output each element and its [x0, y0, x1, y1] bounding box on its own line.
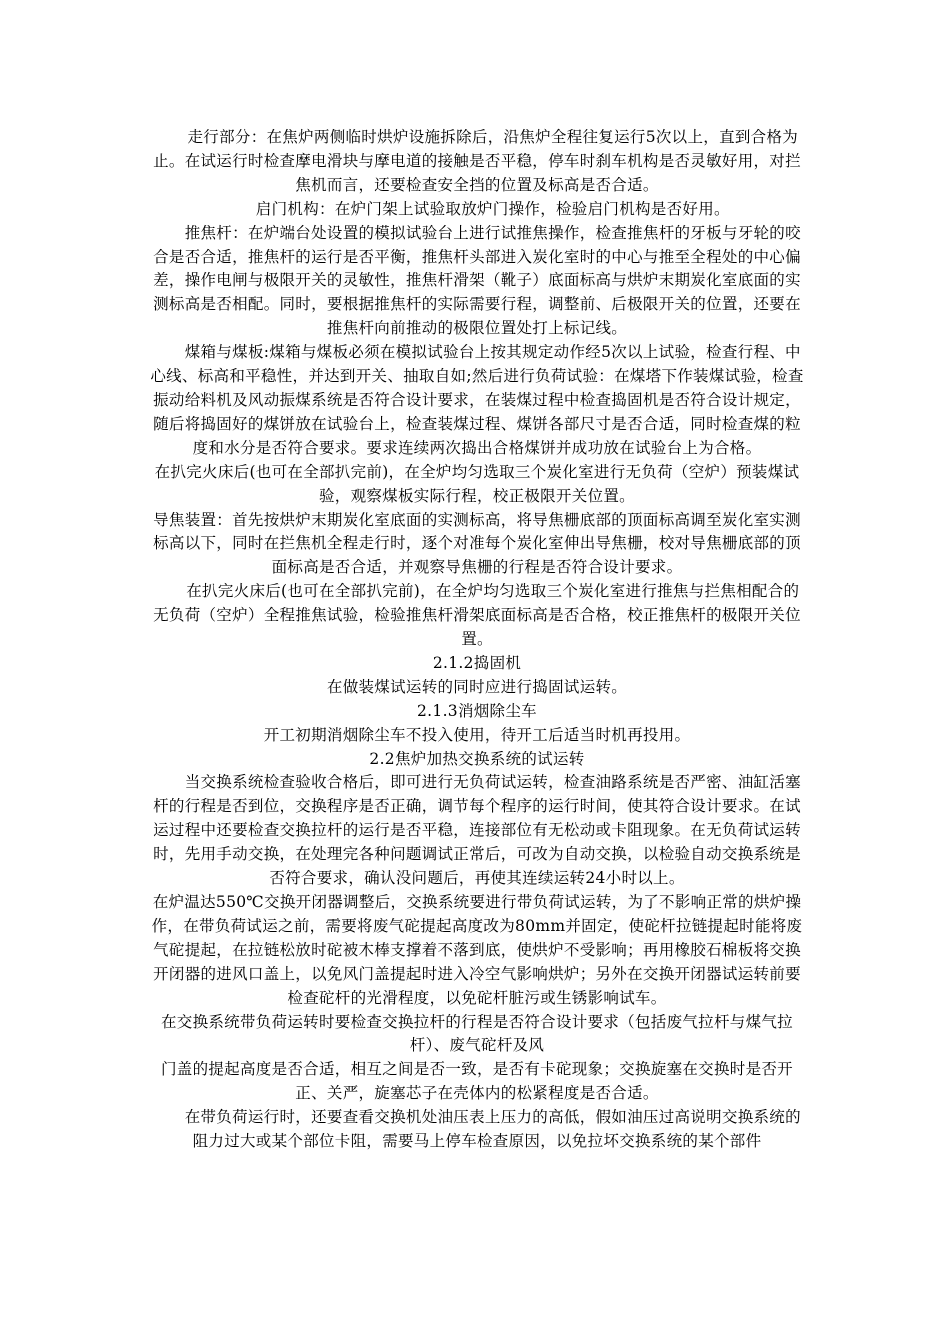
paragraph-coal-box: 煤箱与煤板:煤箱与煤板必须在模拟试验台上按其规定动作经5次以上试验，检查行程、中心线、标高和平稳性，并达到开关、抽取自如;然后进行负荷试验：在煤塔下作装煤试验，检查振动给料机及风动振煤系统是否符合设计要求，在装煤过程中检查捣固机是否符合设计规定，随后将捣固好的煤饼放在试验台上，检查装煤过程、煤饼各部尺寸是否合适，同时检查煤的粒度和水分是否符合要求。要求连续两次捣出合格煤饼并成功放在试验台上为合格。: [150, 343, 804, 457]
paragraph-tamping-test: 在做装煤试运转的同时应进行捣固试运转。: [326, 677, 628, 696]
paragraph-door-mechanism: 启门机构：在炉门架上试验取放炉门操作，检验启门机构是否好用。: [224, 199, 730, 218]
paragraph-coke-guide: 导焦装置：首先按烘炉末期炭化室底面的实测标高，将导焦栅底部的顶面标高调至炭化室实测标高以下，同时在拦焦机全程走行时，逐个对准每个炭化室伸出导焦栅，校对导焦栅底部的顶面标高是否合适，并观察导焦栅的行程是否符合设计要求。: [153, 510, 801, 577]
document-body: [150, 126, 804, 1154]
paragraph-full-push-test: 在扒完火床后(也可在全部扒完前)，在全炉均匀选取三个炭化室进行推焦与拦焦相配合的无负荷（空炉）全程推焦试验，检验推焦杆滑架底面标高是否合格，校正推焦杆的极限开关位置。: [153, 582, 801, 649]
paragraph-preload-test: 在扒完火床后(也可在全部扒完前)，在全炉均匀选取三个炭化室进行无负荷（空炉）预装煤试验，观察煤板实际行程，校正极限开关位置。: [154, 462, 800, 505]
paragraph-walking-section: 走行部分：在焦炉两侧临时烘炉设施拆除后，沿焦炉全程往复运行5次以上，直到合格为止。在试运行时检查摩电滑块与摩电道的接触是否平稳，停车时刹车机构是否灵敏好用，对拦焦机而言，还要检查安全挡的位置及标高是否合适。: [153, 128, 801, 194]
section-heading-dust-car: 2.1.3消烟除尘车: [417, 701, 537, 720]
section-heading-reversing-system: 2.2焦炉加热交换系统的试运转: [369, 749, 585, 768]
paragraph-damper-check: 门盖的提起高度是否合适，相互之间是否一致，是否有卡砣现象；交换旋塞在交换时是否开正、关严，旋塞芯子在壳体内的松紧程度是否合适。: [160, 1060, 793, 1103]
paragraph-load-test-check: 在交换系统带负荷运转时要检查交换拉杆的行程是否符合设计要求（包括废气拉杆与煤气拉杆）、废气砣杆及风: [160, 1012, 793, 1055]
section-heading-tamping-machine: 2.1.2捣固机: [432, 653, 522, 672]
paragraph-pusher-ram: 推焦杆：在炉端台处设置的模拟试验台上进行试推焦操作，检查推焦杆的牙板与牙轮的咬合是否合适，推焦杆的运行是否平衡，推焦杆头部进入炭化室时的中心与推至全程处的中心偏差，操作电闸与极限开关的灵敏性，推焦杆滑架（靴子）底面标高与烘炉末期炭化室底面的实测标高是否相配。同时，要根据推焦杆的实际需要行程，调整前、后极限开关的位置，还要在推焦杆向前推动的极限位置处打上标记线。: [153, 223, 801, 338]
paragraph-load-test-prep: 在炉温达550℃交换开闭器调整后，交换系统要进行带负荷试运转，为了不影响正常的烘炉操作，在带负荷试运之前，需要将废气砣提起高度改为80mm并固定，使砣杆拉链提起时能将废气砣提起，在拉链松放时砣被木棒支撑着不落到底，使烘炉不受影响；再用橡胶石棉板将交换开闭器的进风口盖上，以免风门盖提起时进入冷空气影响烘炉；另外在交换开闭器试运转前要检查砣杆的光滑程度，以免砣杆脏污或生锈影响试车。: [151, 893, 803, 1007]
paragraph-oil-pressure: 在带负荷运行时，还要查看交换机处油压表上压力的高低，假如油压过高说明交换系统的阻力过大或某个部位卡阻，需要马上停车检查原因，以免拉坏交换系统的某个部件: [153, 1108, 801, 1151]
paragraph-dust-car: 开工初期消烟除尘车不投入使用，待开工后适当时机再投用。: [263, 725, 691, 744]
paragraph-no-load-test: 当交换系统检查验收合格后，即可进行无负荷试运转，检查油路系统是否严密、油缸活塞杆的行程是否到位，交换程序是否正确，调节每个程序的运行时间，使其符合设计要求。在试运过程中还要检查交换拉杆的运行是否平稳，连接部位有无松动或卡阻现象。在无负荷试运转时，先用手动交换，在处理完各种问题调试正常后，可改为自动交换，以检验自动交换系统是否符合要求，确认没问题后，再使其连续运转24小时以上。: [153, 773, 801, 888]
